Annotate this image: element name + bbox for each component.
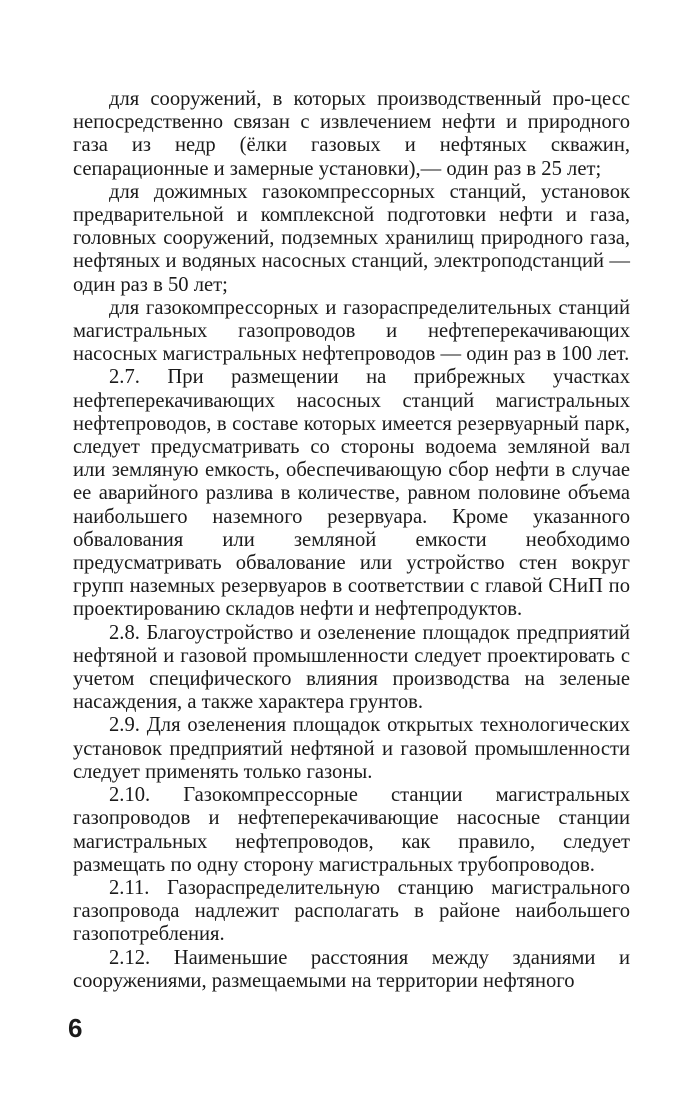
paragraph-2-7: 2.7. При размещении на прибрежных участках нефтеперекачивающих насосных станций магистральных нефтепроводов, в составе которых имеется резервуарный парк, следует предусматривать со стороны водоема земляной вал или земляную емкость, обеспечивающую сбор нефти в случае ее аварийного разлива в количестве, равном половине объема наибольшего наземного резервуара. Кроме указанного обвалования или земляной емкости необходимо предусматривать обвалование или устройство стен вокруг групп наземных резервуаров в соответствии с главой СНиП по проектированию складов нефти и нефтепродуктов.: [73, 366, 630, 621]
paragraph-2-8: 2.8. Благоустройство и озеленение площадок предприятий нефтяной и газовой промышленности следует проектировать с учетом специфического влияния производства на зеленые насаждения, а также характера грунтов.: [73, 621, 630, 714]
paragraph-structures-25-years: для сооружений, в которых производственный про-цесс непосредственно связан с извлечением нефти и природного газа из недр (ёлки газовых и нефтяных скважин, сепарационные и замерные установки),— один раз в 25 лет;: [73, 88, 630, 180]
paragraph-stations-50-years: для дожимных газокомпрессорных станций, установок предварительной и комплексной подготовки нефти и газа, головных сооружений, подземных хранилищ природного газа, нефтяных и водяных насосных станций, электроподстанций — один раз в 50 лет;: [73, 180, 630, 296]
paragraph-2-10: 2.10. Газокомпрессорные станции магистральных газопроводов и нефтеперекачивающие насосные станции магистральных нефтепроводов, как правило, следует размещать по одну сторону магистральных трубопроводов.: [73, 784, 630, 876]
paragraph-stations-100-years: для газокомпрессорных и газораспределительных станций магистральных газопроводов и нефтеперекачивающих насосных магистральных нефтепроводов — один раз в 100 лет.: [73, 296, 630, 366]
page-body: [73, 88, 630, 993]
paragraph-2-11: 2.11. Газораспределительную станцию магистрального газопровода надлежит располагать в районе наибольшего газопотребления.: [73, 876, 630, 946]
paragraph-2-12: 2.12. Наименьшие расстояния между зданиями и сооружениями, размещаемыми на территории нефтяного: [73, 946, 630, 992]
paragraph-2-9: 2.9. Для озеленения площадок открытых технологических установок предприятий нефтяной и газовой промышленности следует применять только газоны.: [73, 714, 630, 783]
page-number: 6: [68, 1013, 83, 1043]
